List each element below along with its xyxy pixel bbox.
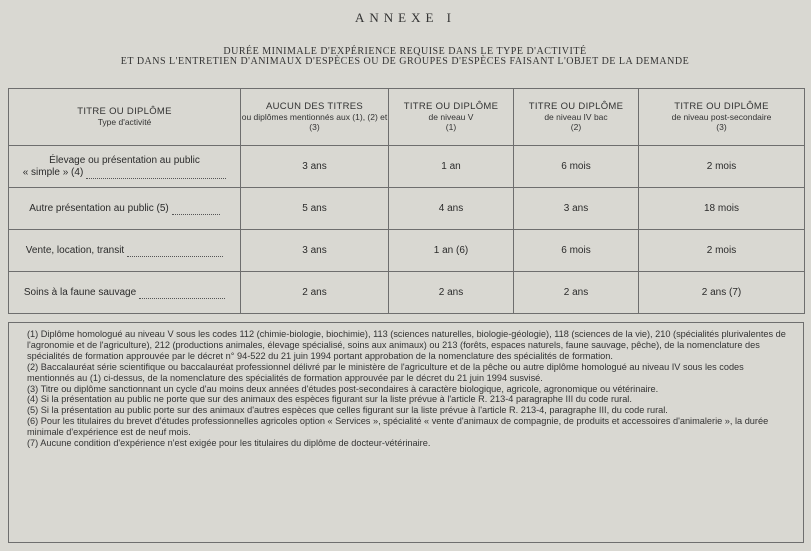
header-niveau-iv (514, 89, 639, 146)
header-line: (2) (570, 122, 582, 132)
row-label (9, 230, 241, 272)
footnote: (5) Si la présentation au public porte sur des animaux d'autres espèces que celles figurant sur la liste prévue à l'article R. 213-4, paragraphe III, du code rural. (27, 405, 668, 416)
table-cell: 5 ans (241, 188, 389, 230)
header-line: TITRE OU DIPLÔME (674, 101, 769, 112)
footnote: (4) Si la présentation au public ne porte que sur des animaux des espèces figurant sur la liste prévue à l'article R. 213-4 paragraphe III du code rural. (27, 394, 632, 405)
table-cell: 2 ans (7) (639, 272, 805, 314)
header-type-activite (9, 89, 241, 146)
annex-title: ANNEXE I (354, 10, 456, 25)
header-line: (3) (716, 122, 727, 132)
row-label-line: Soins à la faune sauvage (23, 286, 137, 298)
table-cell: 3 ans (241, 146, 389, 188)
table-header-row (9, 89, 805, 146)
table-cell: 2 ans (241, 272, 389, 314)
row-label-line: Élevage ou présentation au public (49, 154, 200, 166)
header-line: TITRE OU DIPLÔME (528, 101, 624, 112)
table-row (9, 146, 805, 188)
table-cell: 3 ans (241, 230, 389, 272)
header-line: Type d'activité (97, 117, 152, 127)
header-line: (1) (445, 122, 457, 132)
row-label-line: « simple » (4) (22, 166, 84, 178)
table-cell: 1 an (389, 146, 514, 188)
header-line: TITRE OU DIPLÔME (77, 106, 172, 117)
table-cell: 1 an (6) (389, 230, 514, 272)
footnote: (6) Pour les titulaires du brevet d'études professionnelles agricoles option « Services », spécialité « vente d'animaux de compagnie, de produits et accessoires d'animalerie », la durée minimale d'expérience est de neuf mois. (27, 416, 769, 438)
table-cell: 2 mois (639, 146, 805, 188)
row-label (9, 272, 241, 314)
header-post-secondaire (639, 89, 805, 146)
header-line: AUCUN DES TITRES (266, 101, 363, 112)
row-label-line: Autre présentation au public (5) (29, 202, 169, 214)
experience-table (8, 88, 805, 314)
footnote: (7) Aucune condition d'expérience n'est exigée pour les titulaires du diplôme de docteur-vétérinaire. (27, 438, 431, 449)
header-line: ou diplômes mentionnés aux (1), (2) et (3) (241, 112, 388, 132)
header-niveau-v (389, 89, 514, 146)
table-row (9, 188, 805, 230)
table-row (9, 230, 805, 272)
row-label-line: Vente, location, transit (25, 244, 125, 256)
header-aucun-titre (241, 89, 389, 146)
header-line: de niveau V (428, 112, 474, 122)
annex-subtitle-line2: ET DANS L'ENTRETIEN D'ANIMAUX D'ESPÈCES OU DE GROUPES D'ESPÈCES FAISANT L'OBJET DE LA DEMANDE (120, 56, 690, 67)
row-label (9, 188, 241, 230)
header-line: TITRE OU DIPLÔME (403, 101, 499, 112)
table-cell: 6 mois (514, 230, 639, 272)
table-cell: 2 mois (639, 230, 805, 272)
footnote: (1) Diplôme homologué au niveau V sous les codes 112 (chimie-biologie, biochimie), 113 (sciences naturelles, biologie-géologie), 118 (sciences de la vie), 210 (spécialités plurivalentes de l'agronomie et de l'agriculture), 212 (productions animales, élevage spécialisé, soins aux animaux) ou 213 (forêts, espaces naturels, faune sauvage, pêche), de la nomenclature des spécialités de formation approuvée par le décret n° 94-522 du 21 juin 1994 portant approbation de la nomenclature des spécialités de formation. (27, 329, 786, 361)
row-label (9, 146, 241, 188)
header-line: de niveau post-secondaire (671, 112, 772, 122)
footnote: (2) Baccalauréat série scientifique ou baccalauréat professionnel délivré par le ministère de l'agriculture et de la pêche ou autre diplôme homologué au niveau IV sous les codes mentionnés au (1) ci-dessus, de la nomenclature des spécialités de formation approuvée par le décret du 21 juin 1994 susvisé. (27, 361, 744, 383)
header-line: de niveau IV bac (544, 112, 608, 122)
table-cell: 6 mois (514, 146, 639, 188)
table-cell: 3 ans (514, 188, 639, 230)
table-cell: 18 mois (639, 188, 805, 230)
footnotes (8, 322, 804, 543)
footnote: (3) Titre ou diplôme sanctionnant un cycle d'au moins deux années d'études post-secondaires à caractère biologique, agricole, agronomique ou vétérinaire. (27, 383, 659, 394)
table-cell: 4 ans (389, 188, 514, 230)
table-cell: 2 ans (389, 272, 514, 314)
table-row (9, 272, 805, 314)
table-cell: 2 ans (514, 272, 639, 314)
annex-subtitle-line1: DURÉE MINIMALE D'EXPÉRIENCE REQUISE DANS LE TYPE D'ACTIVITÉ (223, 46, 587, 57)
